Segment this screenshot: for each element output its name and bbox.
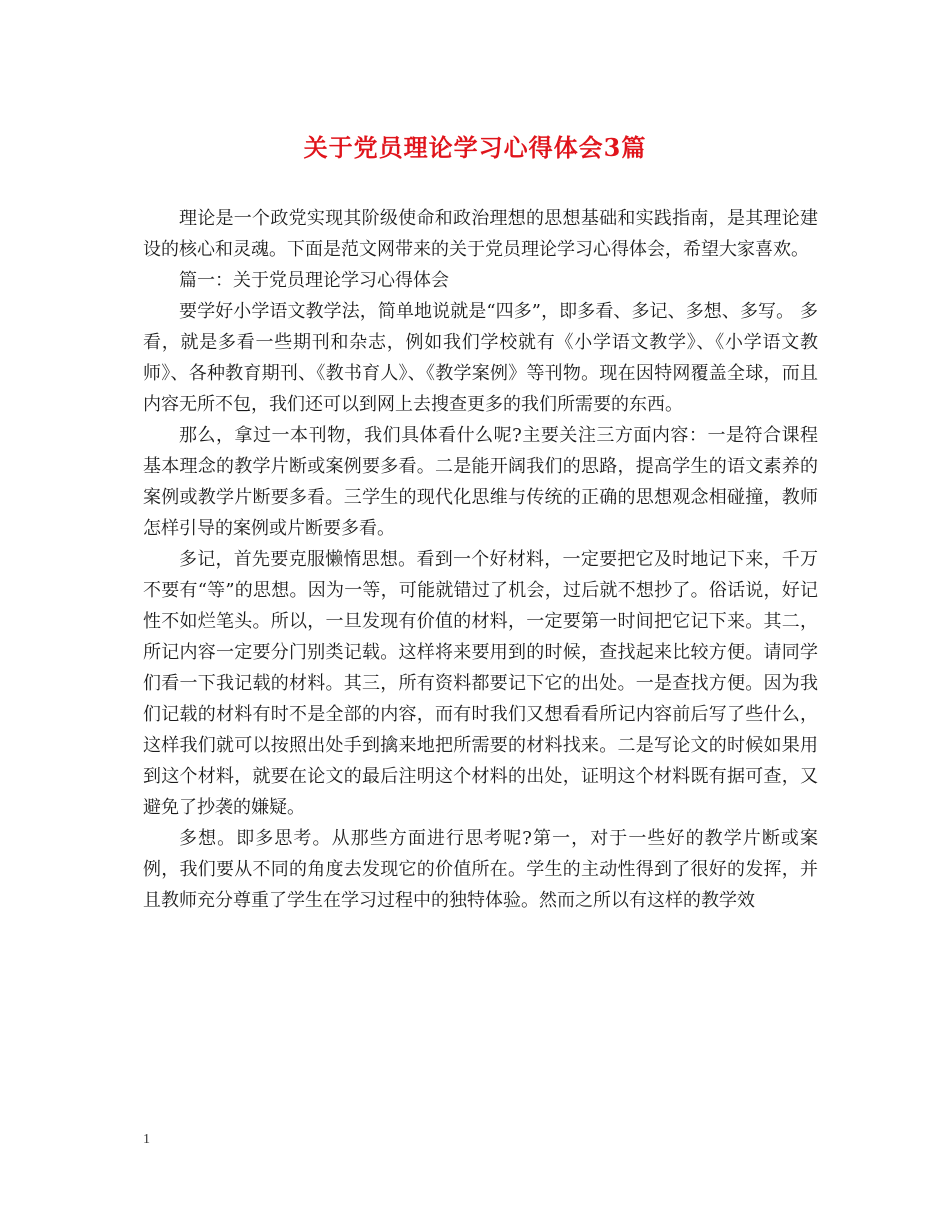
document-body [143, 203, 818, 916]
intro-paragraph: 理论是一个政党实现其阶级使命和政治理想的思想基础和实践指南，是其理论建设的核心和灵魂。下面是范文网带来的关于党员理论学习心得体会，希望大家喜欢。 [143, 208, 818, 260]
document-title: 关于党员理论学习心得体会3篇 [303, 133, 647, 162]
body-paragraph: 要学好小学语文教学法，简单地说就是“四多”，即多看、多记、多想、多写。 多看，就是多看一些期刊和杂志，例如我们学校就有《小学语文教学》、《小学语文教师》、各种教育期刊、《教书育人》、《教学案例》等刊物。现在因特网覆盖全球，而且内容无所不包，我们还可以到网上去搜查更多的我们所需要的东西。 [143, 301, 818, 415]
page-number: 1 [143, 1132, 150, 1147]
body-paragraph: 多记，首先要克服懒惰思想。看到一个好材料，一定要把它及时地记下来，千万不要有“等”的思想。因为一等，可能就错过了机会，过后就不想抄了。俗话说，好记性不如烂笔头。所以，一旦发现有价值的材料，一定要第一时间把它记下来。其二，所记内容一定要分门别类记载。这样将来要用到的时候，查找起来比较方便。请同学们看一下我记载的材料。其三，所有资料都要记下它的出处。一是查找方便。因为我们记载的材料有时不是全部的内容，而有时我们又想看看所记内容前后写了些什么，这样我们就可以按照出处手到擒来地把所需要的材料找来。二是写论文的时候如果用到这个材料，就要在论文的最后注明这个材料的出处，证明这个材料既有据可查，又避免了抄袭的嫌疑。 [143, 549, 818, 818]
body-paragraph: 那么，拿过一本刊物，我们具体看什么呢?主要关注三方面内容：一是符合课程基本理念的教学片断或案例要多看。二是能开阔我们的思路，提高学生的语文素养的案例或教学片断要多看。三学生的现代化思维与传统的正确的思想观念相碰撞，教师怎样引导的案例或片断要多看。 [143, 425, 818, 539]
body-paragraph: 多想。即多思考。从那些方面进行思考呢?第一，对于一些好的教学片断或案例，我们要从不同的角度去发现它的价值所在。学生的主动性得到了很好的发挥，并且教师充分尊重了学生在学习过程中的独特体验。然而之所以有这样的教学效 [143, 828, 818, 911]
section-heading: 篇一：关于党员理论学习心得体会 [179, 270, 449, 291]
